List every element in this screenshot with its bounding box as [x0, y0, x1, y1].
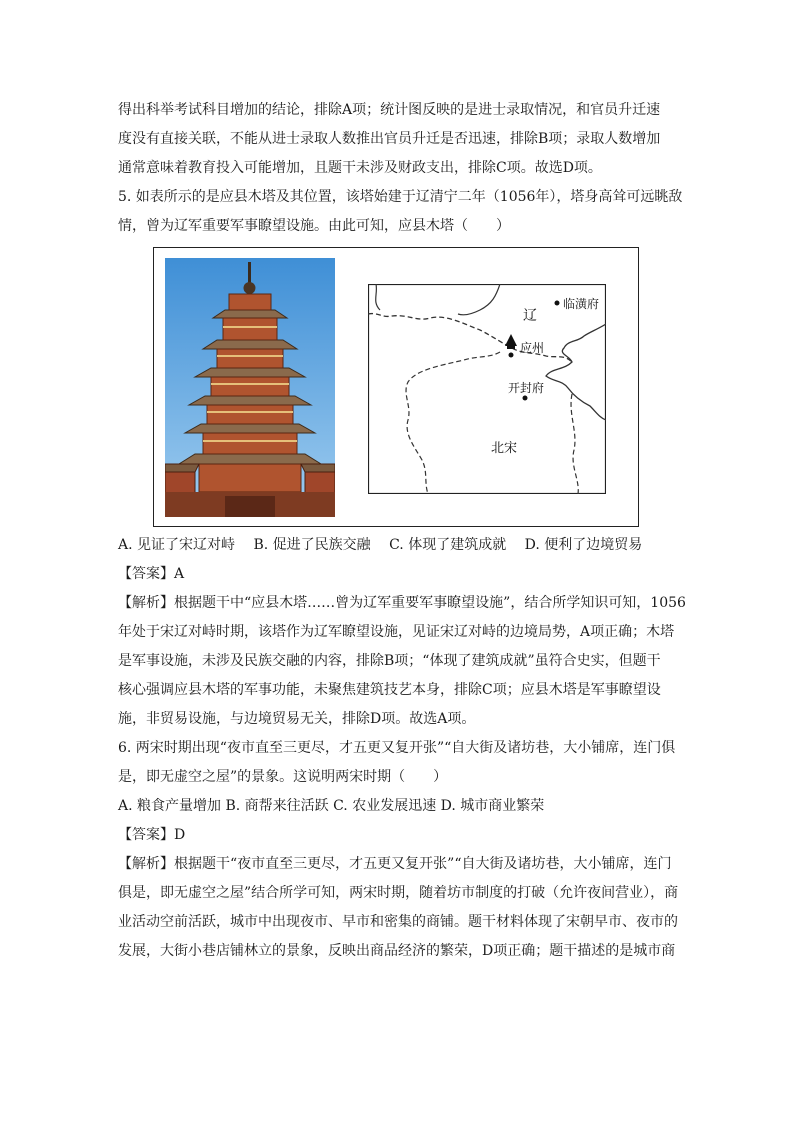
yingzhou-label: 应州: [520, 341, 545, 355]
question-5-stem: 5. 如表所示的是应县木塔及其位置，该塔始建于辽清宁二年（1056年），塔身高耸可远眺敌: [118, 189, 683, 205]
page-content: [118, 96, 686, 966]
analysis-line: 业活动空前活跃，城市中出现夜市、早市和密集的商铺。题干材料体现了宋朝早市、夜市的: [118, 914, 678, 930]
question-6-answer: 【答案】D: [118, 827, 186, 843]
question-6-stem: 6. 两宋时期出现“夜市直至三更尽，才五更又复开张”“自大街及诸坊巷，大小铺席，连门俱: [118, 740, 676, 756]
question-6-stem: 是，即无虚空之屋”的景象。这说明两宋时期（ ）: [118, 769, 448, 785]
question-5-answer: 【答案】A: [118, 566, 185, 582]
text-line: 得出科举考试科目增加的结论，排除A项；统计图反映的是进士录取情况，和官员升迁速: [118, 102, 661, 118]
analysis-line: 是军事设施，未涉及民族交融的内容，排除B项；“体现了建筑成就”虽符合史实，但题干: [118, 653, 661, 669]
analysis-line: 【解析】根据题干“夜市直至三更尽，才五更又复开张”“自大街及诸坊巷，大小铺席，连门: [118, 856, 672, 872]
yingxian-pagoda-photo: [165, 258, 335, 517]
liao-song-map: [368, 284, 606, 494]
analysis-line: 年处于宋辽对峙时期，该塔作为辽军瞭望设施，见证宋辽对峙的边境局势，A项正确；木塔: [118, 624, 675, 640]
analysis-line: 施，非贸易设施，与边境贸易无关，排除D项。故选A项。: [118, 711, 476, 727]
linqing-marker: [555, 301, 560, 306]
question-5-options: A. 见证了宋辽对峙 B. 促进了民族交融 C. 体现了建筑成就 D. 便利了边境贸易: [118, 537, 643, 553]
analysis-line: 【解析】根据题干中“应县木塔……曾为辽军重要军事瞭望设施”，结合所学知识可知，1056: [118, 595, 686, 611]
kaifeng-marker: [523, 396, 528, 401]
text-line: 通常意味着教育投入可能增加，且题干未涉及财政支出，排除C项。故选D项。: [118, 160, 602, 176]
kaifeng-label: 开封府: [508, 381, 545, 395]
pagoda-figure: [153, 247, 639, 527]
analysis-line: 俱是，即无虚空之屋”结合所学可知，两宋时期，随着坊市制度的打破（允许夜间营业），商: [118, 885, 679, 901]
question-6-options: A. 粮食产量增加 B. 商帮来往活跃 C. 农业发展迅速 D. 城市商业繁荣: [118, 798, 545, 814]
text-line: 度没有直接关联，不能从进士录取人数推出官员升迁是否迅速，排除B项；录取人数增加: [118, 131, 661, 147]
liao-label: 辽: [523, 308, 537, 324]
linqing-label: 临潢府: [563, 297, 600, 311]
analysis-line: 发展，大街小巷店铺林立的景象，反映出商品经济的繁荣，D项正确；题干描述的是城市商: [118, 943, 676, 959]
analysis-line: 核心强调应县木塔的军事功能，未聚焦建筑技艺本身，排除C项；应县木塔是军事瞭望设: [118, 682, 661, 698]
beisong-label: 北宋: [491, 441, 518, 456]
question-5-stem: 情，曾为辽军重要军事瞭望设施。由此可知，应县木塔（ ）: [118, 218, 510, 234]
